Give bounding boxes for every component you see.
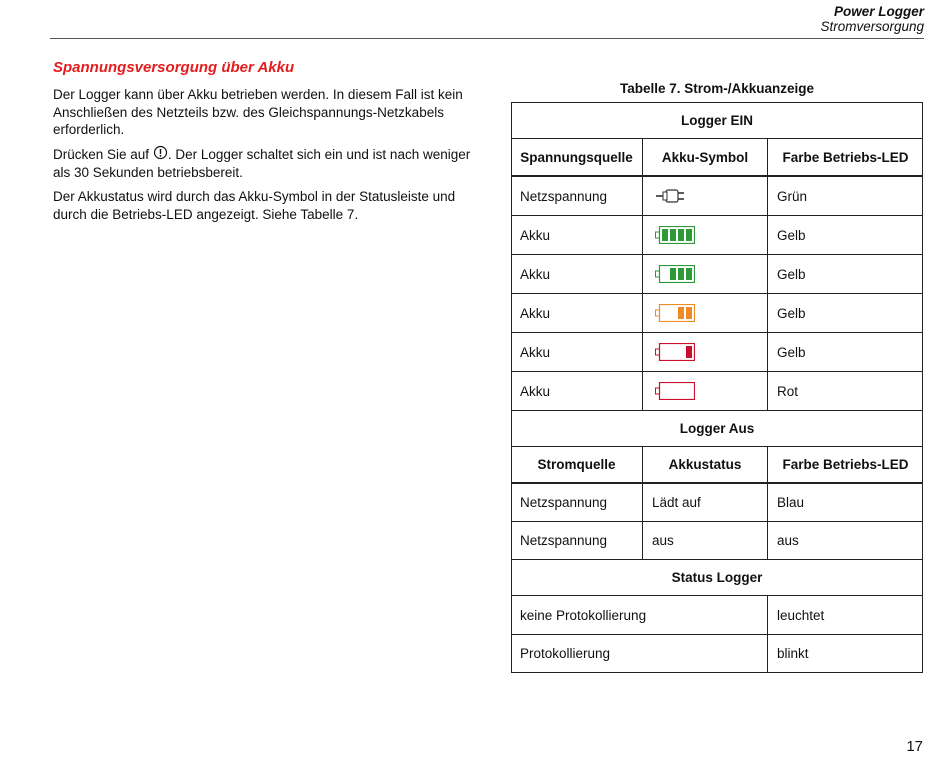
table-header-row bbox=[511, 139, 923, 177]
header-subtitle: Stromversorgung bbox=[820, 19, 924, 34]
table-row bbox=[511, 255, 923, 294]
paragraph-power-on-end: . Der Logger schaltet sich ein und ist nach weniger als 30 Sekunden betriebsbereit. bbox=[53, 147, 471, 180]
table-row bbox=[511, 177, 923, 216]
battery-empty-red-icon bbox=[655, 382, 695, 400]
table-row bbox=[511, 333, 923, 372]
led-color-cell: Gelb bbox=[767, 333, 923, 371]
section-heading-logger-aus bbox=[511, 411, 923, 447]
section-heading-status-logger bbox=[511, 560, 923, 596]
battery-4-bars-green-icon bbox=[655, 226, 695, 244]
column-header-akkustatus: Akkustatus bbox=[642, 447, 767, 482]
logger-ein-heading: Logger EIN bbox=[680, 112, 753, 128]
table-header-row bbox=[511, 447, 923, 484]
column-header-farbe-led: Farbe Betriebs-LED bbox=[767, 447, 923, 482]
column-header-akku-symbol: Akku-Symbol bbox=[642, 139, 767, 175]
symbol-cell bbox=[642, 177, 767, 215]
paragraph-intro: Der Logger kann über Akku betrieben werden. In diesem Fall ist kein Anschließen des Netzteils bzw. des Gleichspannungs-Netzkabels erforderlich. bbox=[53, 87, 463, 137]
source-cell: Akku bbox=[520, 266, 551, 282]
symbol-cell bbox=[642, 372, 767, 410]
source-cell: Akku bbox=[520, 344, 551, 360]
page-number: 17 bbox=[906, 738, 923, 755]
column-header-spannungsquelle: Spannungsquelle bbox=[520, 149, 633, 165]
status-cell: Lädt auf bbox=[642, 484, 767, 521]
logger-aus-heading: Logger Aus bbox=[679, 421, 755, 436]
header-title: Power Logger bbox=[833, 4, 924, 19]
paragraph-battery-status: Der Akkustatus wird durch das Akku-Symbol in der Statusleiste und durch die Betriebs-LED angezeigt. Siehe Tabelle 7. bbox=[53, 189, 456, 222]
table-row bbox=[511, 216, 923, 255]
table-row bbox=[511, 522, 923, 560]
led-color-cell: Blau bbox=[767, 484, 923, 521]
paragraph-power-on-start: Drücken Sie auf bbox=[53, 147, 153, 162]
led-color-cell: Rot bbox=[767, 372, 923, 410]
status-logger-heading: Status Logger bbox=[671, 570, 763, 585]
paragraph-power-on bbox=[53, 145, 473, 181]
battery-3-bars-green-icon bbox=[655, 265, 695, 283]
running-header bbox=[820, 4, 924, 34]
symbol-cell bbox=[642, 333, 767, 371]
header-rule bbox=[50, 38, 924, 39]
symbol-cell bbox=[642, 255, 767, 293]
source-cell: Netzspannung bbox=[520, 188, 608, 204]
table-row bbox=[511, 294, 923, 333]
logging-state-cell: keine Protokollierung bbox=[520, 607, 647, 623]
logging-state-cell: Protokollierung bbox=[520, 646, 611, 661]
led-color-cell: Gelb bbox=[767, 255, 923, 293]
led-state-cell: leuchtet bbox=[767, 596, 923, 634]
status-cell: aus bbox=[642, 522, 767, 559]
battery-2-bars-orange-icon bbox=[655, 304, 695, 322]
table-row bbox=[511, 596, 923, 635]
table-row bbox=[511, 635, 923, 673]
source-cell: Akku bbox=[520, 383, 551, 399]
source-cell: Netzspannung bbox=[520, 495, 608, 510]
led-state-cell: blinkt bbox=[767, 635, 923, 672]
symbol-cell bbox=[642, 294, 767, 332]
led-color-cell: Gelb bbox=[767, 216, 923, 254]
plug-icon bbox=[655, 187, 685, 205]
source-cell: Netzspannung bbox=[520, 533, 608, 548]
section-heading-logger-ein bbox=[511, 102, 923, 139]
source-cell: Akku bbox=[520, 227, 551, 243]
power-button-icon bbox=[153, 145, 168, 160]
symbol-cell bbox=[642, 216, 767, 254]
section-title: Spannungsversorgung über Akku bbox=[53, 59, 295, 76]
table-title: Tabelle 7. Strom-/Akkuanzeige bbox=[619, 81, 815, 96]
battery-1-bar-red-icon bbox=[655, 343, 695, 361]
column-header-farbe-led: Farbe Betriebs-LED bbox=[767, 139, 923, 175]
column-header-stromquelle: Stromquelle bbox=[537, 457, 616, 472]
table-row bbox=[511, 484, 923, 522]
led-color-cell: aus bbox=[767, 522, 923, 559]
led-color-cell: Grün bbox=[767, 177, 923, 215]
table-row bbox=[511, 372, 923, 411]
source-cell: Akku bbox=[520, 305, 551, 321]
led-color-cell: Gelb bbox=[767, 294, 923, 332]
